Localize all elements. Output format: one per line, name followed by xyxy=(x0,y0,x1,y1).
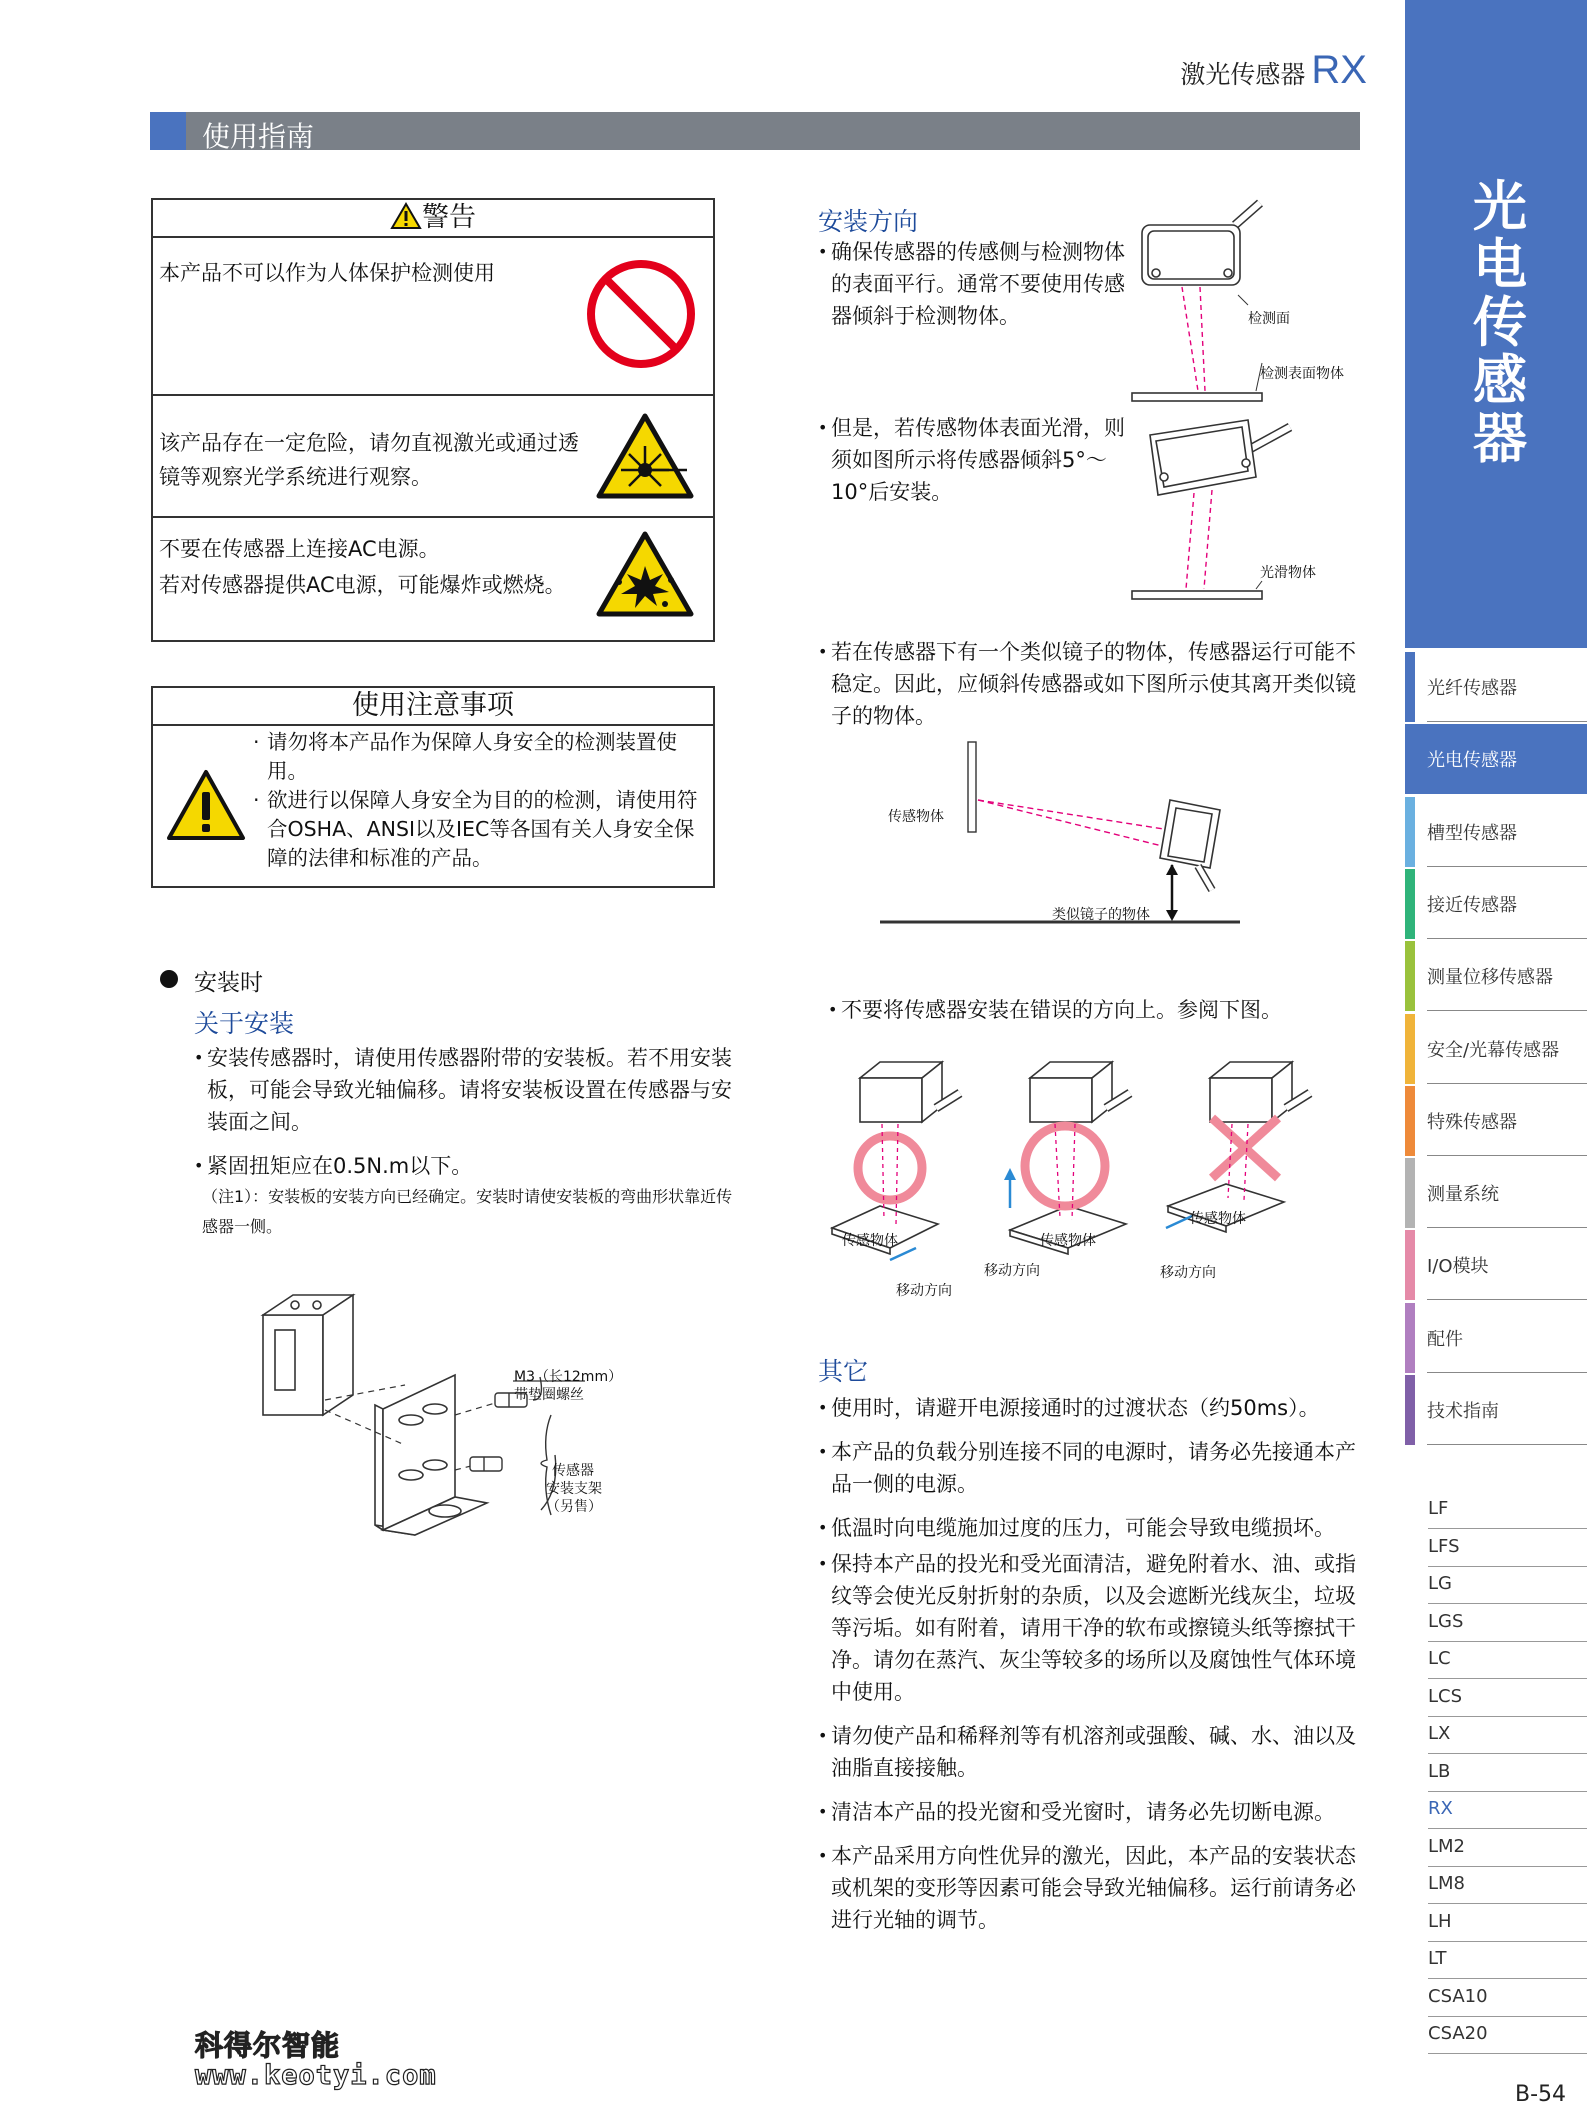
category-divider xyxy=(1427,1444,1587,1445)
install-paragraph-2: • 紧固扭矩应在0.5N.m以下。 xyxy=(194,1150,734,1182)
warning-triangle-icon xyxy=(390,202,422,230)
header-category: 激光传感器 xyxy=(1180,60,1306,89)
sidebar-model-item[interactable] xyxy=(1428,1530,1587,1567)
caution-item: · 欲进行以保障人身安全为目的的检测，请使用符合OSHA、ANSI以及IEC等各国有关人身安全保障的法律和标准的产品。 xyxy=(253,786,701,873)
detect-object-label: 检测表面物体 xyxy=(1260,366,1344,382)
move-direction-label-2: 移动方向 xyxy=(984,1263,1040,1279)
sidebar-model-item[interactable] xyxy=(1428,1942,1587,1979)
caution-title: 使用注意事项 xyxy=(153,688,713,726)
model-label: CSA20 xyxy=(1428,2023,1488,2044)
model-divider xyxy=(1428,2053,1587,2054)
detect-face-label: 检测面 xyxy=(1248,311,1290,327)
others-item: • 保持本产品的投光和受光面清洁，避免附着水、油、或指纹等会使光反射折射的杂质，以及会遮断光线灰尘，垃圾等污垢。如有附着，请用干净的软布或擦镜头纸等擦拭干净。请勿在蒸汽、灰尘等较多的场所以及腐蚀性气体环境中使用。 xyxy=(818,1548,1358,1708)
install-paragraph-1: • 安装传感器时，请使用传感器附带的安装板。若不用安装板，可能会导致光轴偏移。请将安装板设置在传感器与安装面之间。 xyxy=(194,1042,734,1138)
smooth-object-label: 光滑物体 xyxy=(1260,565,1316,581)
caution-triangle-icon xyxy=(165,768,247,842)
category-color-strip xyxy=(1405,1375,1415,1445)
sidebar-category-item[interactable] xyxy=(1405,1375,1587,1445)
sidebar-model-item[interactable] xyxy=(1428,1830,1587,1867)
others-title: 其它 xyxy=(818,1357,869,1386)
category-divider xyxy=(1427,866,1587,867)
direction-p3-text: • 若在传感器下有一个类似镜子的物体，传感器运行可能不稳定。因此，应倾斜传感器或如下图所示使其离开类似镜子的物体。 xyxy=(818,636,1358,732)
category-color-strip xyxy=(1405,1086,1415,1156)
install-subheading: 关于安装 xyxy=(194,1009,295,1038)
category-label: 槽型传感器 xyxy=(1427,822,1517,844)
orientation-object-label-2: 传感物体 xyxy=(1040,1233,1096,1249)
warning-title xyxy=(153,200,713,238)
others-item: • 请勿使产品和稀释剂等有机溶剂或强酸、碱、水、油以及油脂直接接触。 xyxy=(818,1720,1358,1784)
page-number: B-54 xyxy=(1515,2082,1567,2107)
direction-p2 xyxy=(818,412,1128,508)
sidebar-model-item[interactable] xyxy=(1428,1642,1587,1679)
laser-hazard-icon xyxy=(595,412,695,500)
bracket-label-1: 传感器 xyxy=(552,1463,594,1479)
category-label: 测量位移传感器 xyxy=(1427,967,1553,989)
watermark-text: 科得尔智能 xyxy=(195,2029,341,2062)
warning-title-text: 警告 xyxy=(422,202,476,233)
orientation-object-label-3: 传感物体 xyxy=(1190,1211,1246,1227)
sensing-object-label: 传感物体 xyxy=(888,809,944,825)
sidebar-model-item[interactable] xyxy=(1428,1792,1587,1829)
category-color-strip xyxy=(1405,1014,1415,1084)
category-divider xyxy=(1427,1299,1587,1300)
sidebar-model-item[interactable] xyxy=(1428,1567,1587,1604)
category-label: 特殊传感器 xyxy=(1427,1111,1517,1133)
direction-p3 xyxy=(818,636,1358,732)
model-label: LFS xyxy=(1428,1535,1460,1557)
sidebar-category-item[interactable] xyxy=(1405,869,1587,939)
category-color-strip xyxy=(1405,724,1415,794)
warning-row-3-line2: 若对传感器提供AC电源，可能爆炸或燃烧。 xyxy=(159,573,566,597)
caution-box xyxy=(151,686,715,888)
sidebar-category-item[interactable] xyxy=(1405,1086,1587,1156)
category-color-strip xyxy=(1405,869,1415,939)
install-diagram xyxy=(255,1285,675,1545)
model-label: LB xyxy=(1428,1760,1451,1782)
install-paragraphs xyxy=(194,1042,734,1242)
direction-p2-text: • 但是，若传感物体表面光滑，则须如图所示将传感器倾斜5°～10°后安装。 xyxy=(818,412,1128,508)
sidebar-category-item[interactable] xyxy=(1405,1158,1587,1228)
sidebar-category-item[interactable] xyxy=(1405,1014,1587,1084)
sidebar-category-item[interactable] xyxy=(1405,797,1587,867)
orientation-object-label-1: 传感物体 xyxy=(842,1233,898,1249)
warning-row-3 xyxy=(153,516,713,642)
sidebar-category-item[interactable] xyxy=(1405,941,1587,1011)
sidebar-model-item[interactable] xyxy=(1428,1492,1587,1529)
move-direction-label-1: 移动方向 xyxy=(896,1283,952,1299)
direction-p1 xyxy=(818,236,1128,332)
others-item: • 本产品采用方向性优异的激光，因此，本产品的安装状态或机架的变形等因素可能会导致光轴偏移。运行前请务必进行光轴的调节。 xyxy=(818,1840,1358,1936)
model-label: LX xyxy=(1428,1723,1451,1744)
category-divider xyxy=(1427,938,1587,939)
caution-list xyxy=(253,728,701,873)
sidebar-category-item[interactable] xyxy=(1405,652,1587,722)
sidebar-category-item[interactable] xyxy=(1405,1230,1587,1300)
move-direction-label-3: 移动方向 xyxy=(1160,1265,1216,1281)
screw-label: M3（长12mm） xyxy=(514,1369,623,1385)
sidebar-model-item[interactable] xyxy=(1428,1755,1587,1792)
others-item: • 清洁本产品的投光窗和受光窗时，请务必先切断电源。 xyxy=(818,1796,1358,1828)
sidebar-model-item[interactable] xyxy=(1428,1605,1587,1642)
category-color-strip xyxy=(1405,797,1415,867)
direction-p4 xyxy=(828,994,1368,1026)
model-label: RX xyxy=(1428,1798,1453,1819)
bracket-label-3: （另售） xyxy=(546,1499,602,1515)
category-color-strip xyxy=(1405,1158,1415,1228)
watermark-url: www.keotyi.com xyxy=(195,2060,437,2091)
sidebar-model-item[interactable] xyxy=(1428,1905,1587,1942)
category-divider xyxy=(1427,1010,1587,1011)
sensor-tilted-diagram xyxy=(1120,405,1380,605)
model-label: LF xyxy=(1428,1498,1449,1519)
section-bar xyxy=(150,112,1360,153)
model-label: LG xyxy=(1428,1573,1452,1594)
category-divider xyxy=(1427,721,1587,722)
model-label: LH xyxy=(1428,1910,1452,1932)
install-bullet-dot xyxy=(160,970,178,988)
sidebar-vertical-title: 光电传感器 xyxy=(1473,175,1527,470)
warning-row-1-text: 本产品不可以作为人体保护检测使用 xyxy=(159,261,495,285)
sidebar-model-item[interactable] xyxy=(1428,1680,1587,1717)
sidebar-category-item[interactable] xyxy=(1405,1303,1587,1373)
warning-row-2-text: 该产品存在一定危险，请勿直视激光或通过透镜等观察光学系统进行观察。 xyxy=(159,431,579,489)
sidebar-category-item[interactable] xyxy=(1405,724,1587,794)
mirror-object-label: 类似镜子的物体 xyxy=(1052,907,1150,923)
model-label: LC xyxy=(1428,1648,1451,1669)
others-item: • 本产品的负载分别连接不同的电源时，请务必先接通本产品一侧的电源。 xyxy=(818,1436,1358,1500)
model-label: LGS xyxy=(1428,1610,1464,1632)
section-bar-accent xyxy=(150,112,186,150)
bracket-label-2: 安装支架 xyxy=(546,1481,602,1497)
model-label: LM8 xyxy=(1428,1873,1466,1894)
model-label: CSA10 xyxy=(1428,1985,1488,2007)
model-label: LCS xyxy=(1428,1685,1463,1707)
warning-row-3-line1: 不要在传感器上连接AC电源。 xyxy=(159,537,440,561)
direction-p4-text: • 不要将传感器安装在错误的方向上。参阅下图。 xyxy=(828,994,1368,1026)
category-label: 技术指南 xyxy=(1427,1401,1499,1422)
section-title: 使用指南 xyxy=(202,120,315,153)
category-label: 光纤传感器 xyxy=(1427,678,1517,699)
category-color-strip xyxy=(1405,652,1415,722)
others-item: • 使用时，请避开电源接通时的过渡状态（约50ms）。 xyxy=(818,1392,1358,1424)
category-label: 光电传感器 xyxy=(1427,750,1517,772)
category-color-strip xyxy=(1405,1303,1415,1373)
category-divider xyxy=(1427,1372,1587,1373)
install-heading: 安装时 xyxy=(194,970,263,996)
warning-row-1 xyxy=(153,236,713,392)
mirror-object-diagram xyxy=(880,740,1240,930)
others-item: • 低温时向电缆施加过度的压力，可能会导致电缆损坏。 xyxy=(818,1512,1358,1544)
caution-item: · 请勿将本产品作为保障人身安全的检测装置使用。 xyxy=(253,728,701,786)
direction-title: 安装方向 xyxy=(818,207,919,236)
explosion-hazard-icon xyxy=(595,530,695,618)
model-label: LM2 xyxy=(1428,1835,1466,1857)
screw-label-2: 带垫圈螺丝 xyxy=(514,1387,584,1403)
category-label: 测量系统 xyxy=(1427,1184,1499,1206)
sidebar-model-item[interactable] xyxy=(1428,1867,1587,1904)
orientation-diagram xyxy=(820,1048,1340,1298)
category-color-strip xyxy=(1405,1230,1415,1300)
header-model: RX xyxy=(1311,48,1367,92)
category-color-strip xyxy=(1405,941,1415,1011)
install-note: （注1）：安装板的安装方向已经确定。安装时请使安装板的弯曲形状靠近传感器一侧。 xyxy=(202,1187,733,1236)
category-divider xyxy=(1427,1083,1587,1084)
category-divider xyxy=(1427,1227,1587,1228)
category-label: I/O模块 xyxy=(1427,1256,1489,1278)
category-label: 接近传感器 xyxy=(1427,894,1517,916)
category-label: 配件 xyxy=(1427,1328,1463,1350)
warning-box xyxy=(151,198,715,642)
sidebar-model-item[interactable] xyxy=(1428,1717,1587,1754)
direction-p1-text: • 确保传感器的传感侧与检测物体的表面平行。通常不要使用传感器倾斜于检测物体。 xyxy=(818,236,1128,332)
sidebar-model-item[interactable] xyxy=(1428,1980,1587,2017)
others-list xyxy=(818,1392,1358,1936)
sidebar-model-item[interactable] xyxy=(1428,2017,1587,2054)
model-label: LT xyxy=(1428,1948,1447,1969)
category-label: 安全/光幕传感器 xyxy=(1427,1039,1560,1061)
header-title xyxy=(1180,48,1367,93)
prohibited-icon xyxy=(583,256,699,372)
warning-row-2 xyxy=(153,394,713,516)
category-divider xyxy=(1427,1155,1587,1156)
